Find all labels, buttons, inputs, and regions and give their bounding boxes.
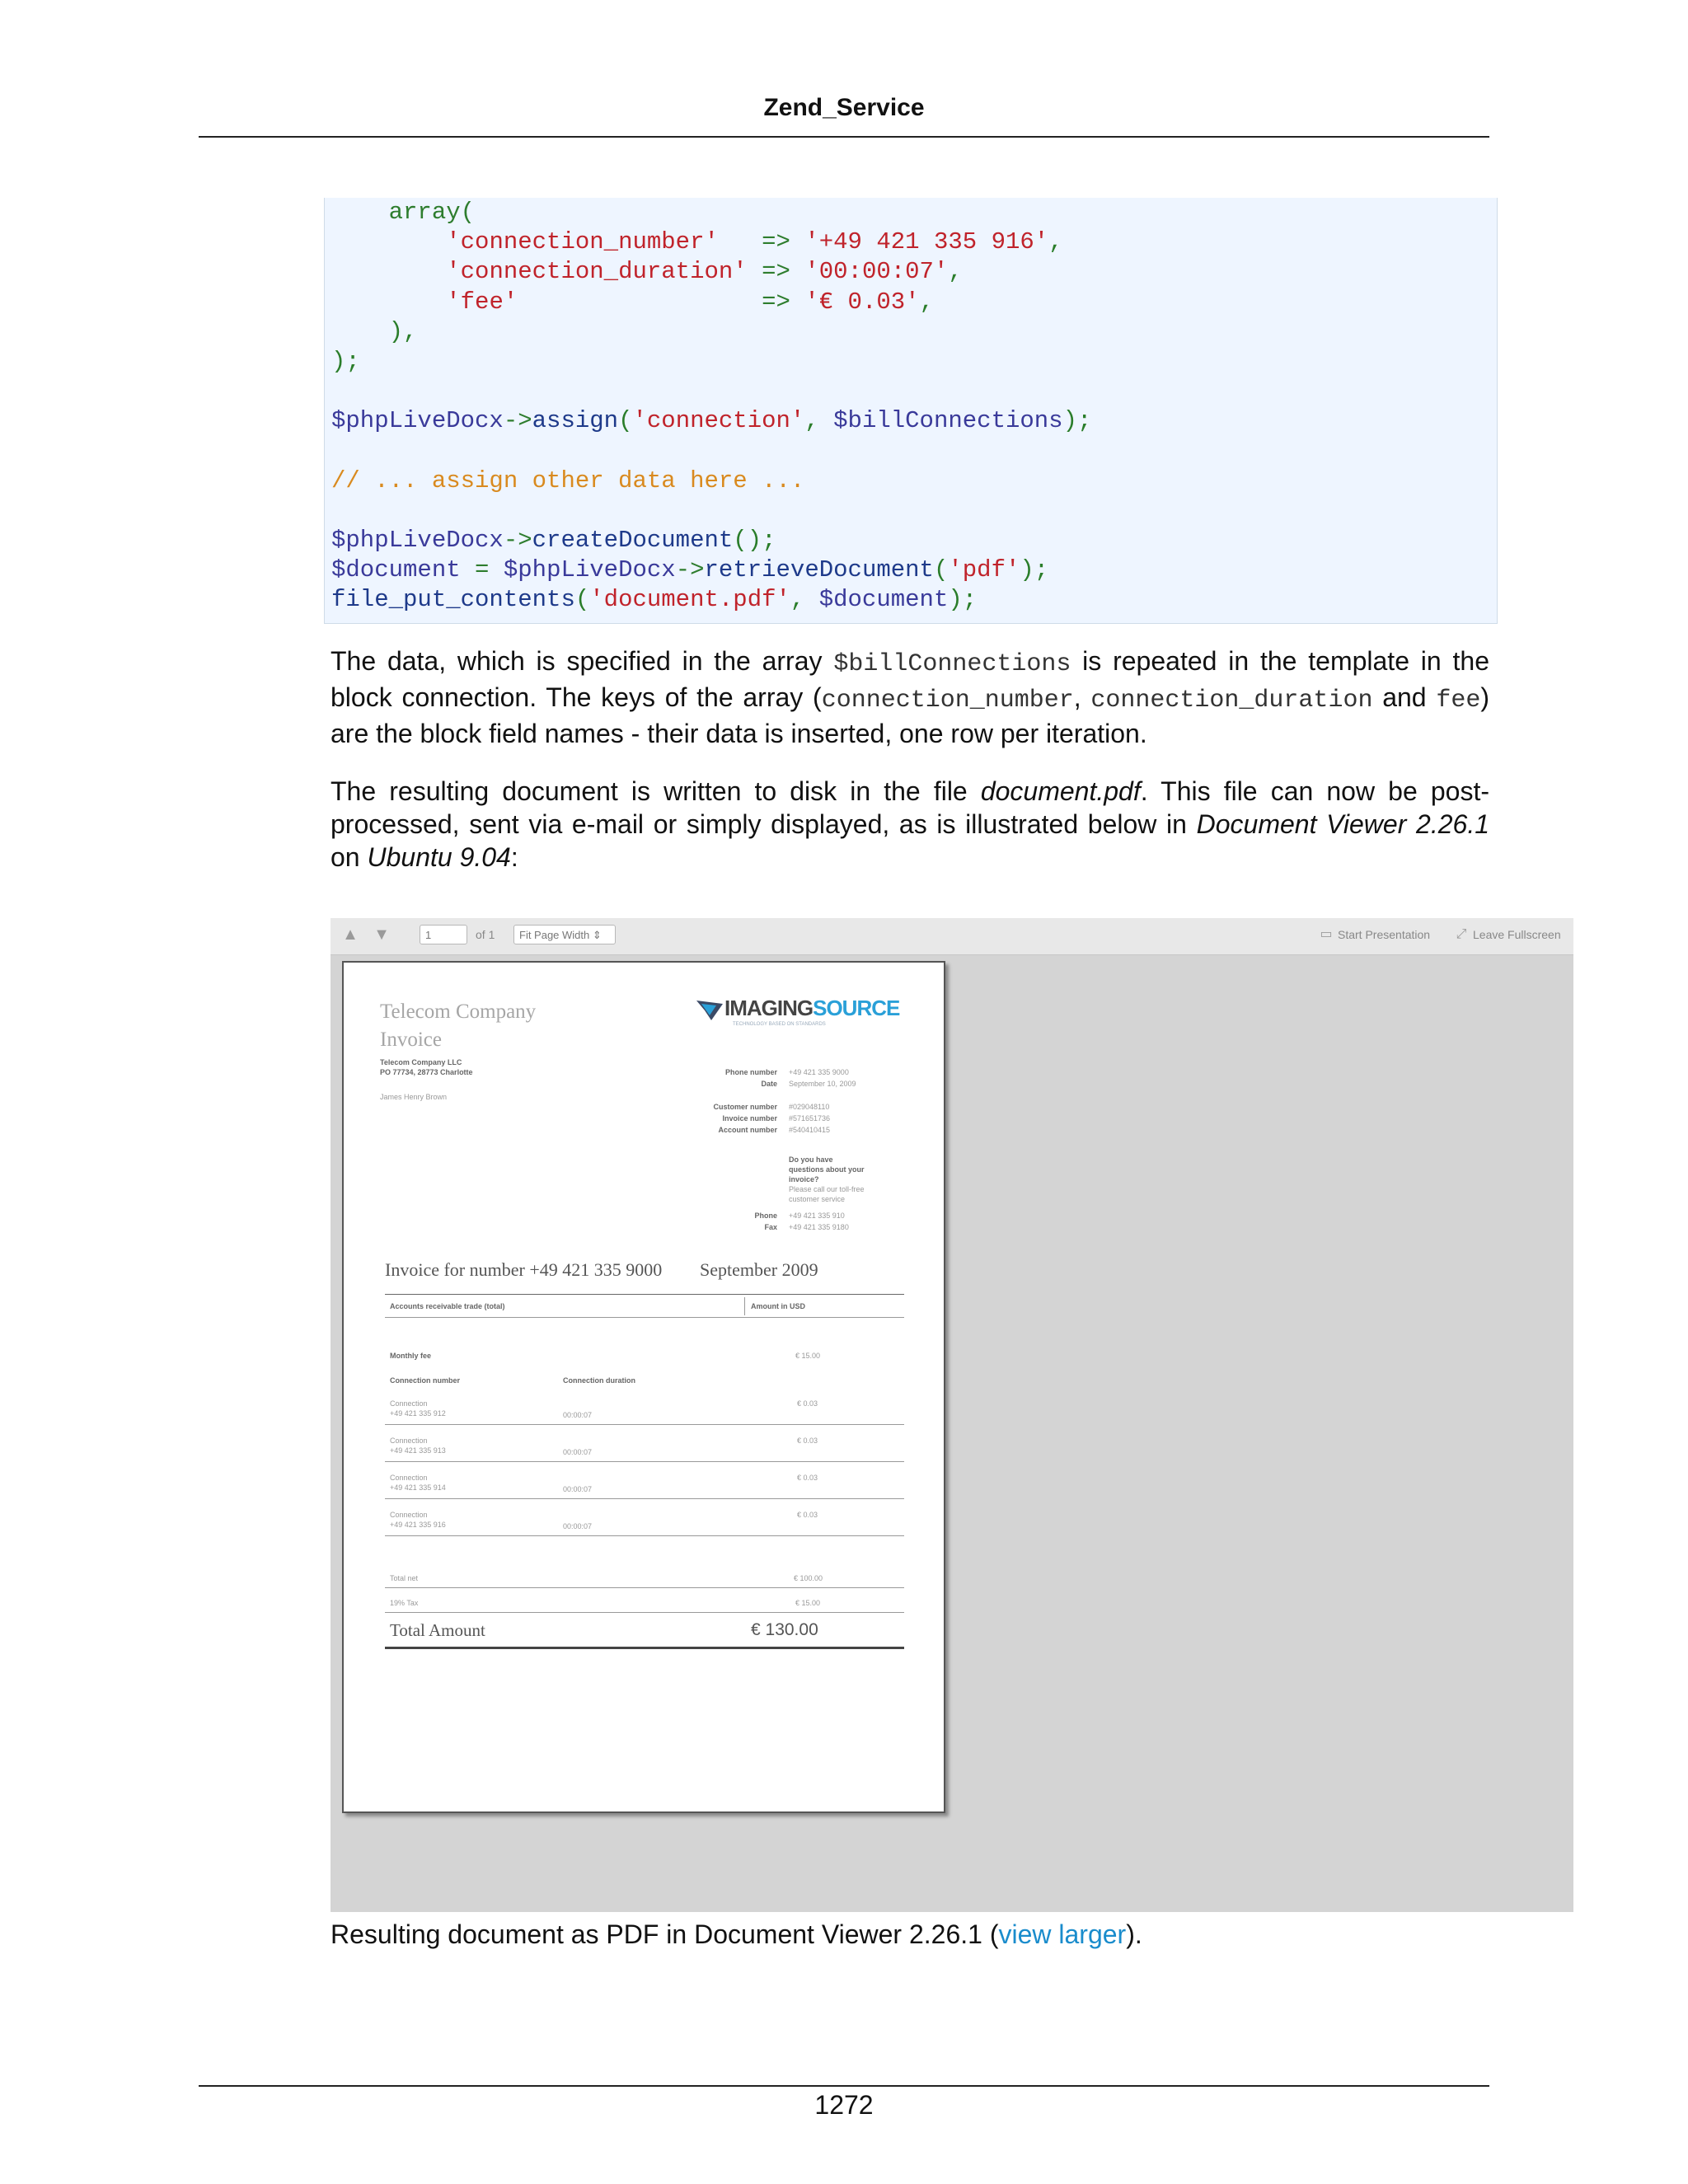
code-line — [331, 198, 1497, 227]
text: The data, which is specified in the array — [331, 646, 834, 676]
col-connection-duration: Connection duration — [563, 1376, 635, 1385]
text: is repeated in the template in the block connection. The keys of the array ( — [331, 646, 1490, 712]
code-token: => — [762, 288, 790, 316]
code-line — [331, 496, 1497, 526]
code-token: = — [460, 556, 504, 584]
code-token: // ... assign other data here ... — [331, 466, 805, 494]
code-token: array( — [388, 199, 476, 226]
text: on — [331, 842, 368, 872]
code-token: retrieveDocument — [704, 556, 934, 584]
row-rule — [385, 1461, 904, 1462]
company-name: Telecom Company — [380, 1001, 537, 1023]
caption-text: Resulting document as PDF in Document Viewer 2.26.1 ( — [331, 1919, 999, 1949]
code-block — [324, 198, 1498, 624]
connection-number: +49 421 335 916 — [390, 1521, 446, 1529]
table-header-rule — [385, 1317, 904, 1318]
inline-code: connection_number — [821, 687, 1074, 715]
code-token: ( — [933, 556, 949, 584]
code-token: , — [804, 407, 834, 435]
connection-fee: € 0.03 — [797, 1399, 818, 1408]
logo-tagline: TECHNOLOGY BASED ON STANDARDS — [733, 1022, 826, 1027]
connection-number: +49 421 335 913 — [390, 1446, 446, 1455]
inline-code: $billConnections — [833, 650, 1071, 678]
code-token: -> — [675, 556, 705, 584]
code-token: $billConnections — [833, 407, 1063, 435]
code-token: $document — [818, 586, 949, 614]
code-line — [331, 555, 1497, 585]
code-line — [331, 317, 1497, 347]
logo-part-a: IMAGING — [724, 996, 814, 1020]
info-value: #029048110 — [789, 1103, 830, 1111]
info-label: Date — [761, 1080, 777, 1088]
code-line — [331, 257, 1497, 287]
figure-caption — [331, 1918, 1489, 1951]
row-rule — [385, 1498, 904, 1499]
text: and — [1372, 682, 1437, 712]
info-label: Account number — [718, 1126, 777, 1134]
code-token: $phpLiveDocx — [331, 527, 504, 555]
code-token: 'connection_number' — [446, 228, 719, 256]
code-token: , — [790, 586, 819, 614]
col-connection-number: Connection number — [390, 1376, 460, 1385]
emphasis: document.pdf — [980, 776, 1141, 806]
info-value: September 10, 2009 — [789, 1080, 856, 1088]
contact-value: +49 421 335 910 — [789, 1212, 845, 1220]
arrow-down-icon[interactable]: ▼ — [373, 926, 390, 944]
header-rule — [199, 136, 1489, 138]
text: , — [1073, 682, 1091, 712]
table-col-divider — [744, 1297, 745, 1315]
code-token: ); — [331, 347, 360, 375]
info-label: Phone number — [724, 1068, 777, 1076]
connection-duration: 00:00:07 — [563, 1485, 593, 1493]
code-token: -> — [503, 527, 532, 555]
code-token: $phpLiveDocx — [503, 556, 676, 584]
table-header-left: Accounts receivable trade (total) — [390, 1302, 505, 1310]
presentation-icon[interactable]: ▭ — [1320, 927, 1333, 941]
code-token: , — [948, 258, 963, 286]
emphasis: Document Viewer 2.26.1 — [1196, 809, 1490, 839]
code-token: assign — [532, 407, 619, 435]
code-line — [331, 288, 1497, 317]
code-token: ( — [618, 407, 633, 435]
code-token: 'fee' — [446, 288, 518, 316]
connection-fee: € 0.03 — [797, 1474, 818, 1482]
imaging-source-logo-icon — [695, 997, 724, 1022]
code-token: 'pdf' — [948, 556, 1020, 584]
recipient: James Henry Brown — [380, 1093, 448, 1101]
sender-line-1: Telecom Company LLC — [380, 1058, 462, 1066]
contact-label: Phone — [754, 1212, 777, 1220]
code-token: -> — [503, 407, 532, 435]
connection-label: Connection — [390, 1511, 428, 1519]
code-token: file_put_contents — [331, 586, 575, 614]
invoice-for-number: Invoice for number +49 421 335 9000 — [385, 1259, 663, 1280]
fullscreen-icon[interactable]: ⤢ — [1456, 927, 1467, 941]
text: : — [510, 842, 518, 872]
chevron-updown-icon: ⇕ — [592, 929, 602, 941]
code-token: ), — [388, 317, 418, 345]
code-token: ( — [574, 586, 590, 614]
inline-code: fee — [1436, 687, 1481, 715]
caption-text: ). — [1126, 1919, 1142, 1949]
code-token — [331, 318, 389, 345]
logo-wordmark — [724, 996, 899, 1021]
inline-code: connection_duration — [1090, 687, 1373, 715]
code-token: ); — [1020, 556, 1049, 584]
code-token: 'connection' — [632, 407, 805, 435]
code-line — [331, 466, 1497, 496]
logo-part-b: SOURCE — [813, 996, 900, 1020]
code-token: '€ 0.03' — [804, 288, 920, 316]
text: The resulting document is written to disk in the file — [331, 776, 981, 806]
page-number: 1272 — [814, 2090, 874, 2120]
total-net-label: Total net — [390, 1574, 419, 1582]
total-rule — [385, 1647, 904, 1649]
questions-line: Please call our toll-free — [789, 1185, 865, 1193]
code-token: , — [919, 288, 934, 316]
row-rule — [385, 1424, 904, 1425]
zoom-value: Fit Page Width — [519, 929, 590, 941]
connection-duration: 00:00:07 — [563, 1448, 593, 1456]
code-token — [331, 288, 446, 316]
viewer-toolbar — [331, 918, 1573, 955]
code-line — [331, 227, 1497, 257]
code-line — [331, 406, 1497, 436]
connection-number: +49 421 335 914 — [390, 1483, 446, 1492]
info-label: Invoice number — [722, 1114, 777, 1122]
code-token: '00:00:07' — [804, 258, 949, 286]
zoom-select[interactable] — [513, 925, 616, 944]
questions-line: customer service — [789, 1195, 846, 1203]
code-token — [790, 258, 804, 285]
total-amount-label: Total Amount — [390, 1620, 485, 1640]
total-net-value: € 100.00 — [794, 1574, 823, 1582]
code-token — [331, 258, 446, 285]
table-header-right: Amount in USD — [751, 1302, 805, 1310]
text: . This file can now be post-processed, sent via e-mail or simply displayed, as is illustrated below in — [331, 776, 1490, 839]
connection-label: Connection — [390, 1436, 428, 1445]
sender-line-2: PO 77734, 28773 Charlotte — [380, 1068, 473, 1076]
code-token: => — [762, 258, 790, 286]
leave-fullscreen-button[interactable]: Leave Fullscreen — [1473, 928, 1561, 941]
contact-label: Fax — [764, 1223, 777, 1231]
footer-rule — [199, 2085, 1489, 2087]
code-line — [331, 526, 1497, 555]
table-top-rule — [385, 1294, 904, 1295]
info-label: Customer number — [713, 1103, 777, 1111]
document-viewer-screenshot — [331, 918, 1573, 1912]
connection-fee: € 0.03 — [797, 1511, 818, 1519]
code-line — [331, 377, 1497, 406]
code-token: => — [762, 228, 790, 256]
page-count-label: of 1 — [476, 928, 495, 941]
connection-label: Connection — [390, 1474, 428, 1482]
paragraph-resulting-document — [331, 775, 1489, 874]
contact-value: +49 421 335 9180 — [789, 1223, 849, 1231]
code-line — [331, 437, 1497, 466]
connection-label: Connection — [390, 1399, 428, 1408]
monthly-fee-value: € 15.00 — [795, 1352, 821, 1360]
code-token: '+49 421 335 916' — [804, 228, 1049, 256]
code-token — [331, 199, 389, 226]
view-larger-link[interactable]: view larger — [998, 1919, 1127, 1949]
code-line — [331, 585, 1497, 615]
info-value: +49 421 335 9000 — [789, 1068, 849, 1076]
code-token: createDocument — [532, 527, 734, 555]
arrow-up-icon[interactable]: ▲ — [342, 926, 359, 944]
code-token: 'connection_duration' — [446, 258, 748, 286]
start-presentation-button[interactable]: Start Presentation — [1338, 928, 1431, 941]
connection-fee: € 0.03 — [797, 1436, 818, 1445]
code-token — [331, 228, 446, 255]
tax-label: 19% Tax — [390, 1599, 419, 1607]
rule — [385, 1612, 904, 1613]
connection-number: +49 421 335 912 — [390, 1409, 446, 1418]
code-token: $document — [331, 556, 461, 584]
running-header-title: Zend_Service — [763, 94, 925, 121]
row-rule — [385, 1535, 904, 1536]
code-token — [790, 228, 804, 255]
invoice-page — [342, 961, 945, 1813]
code-token: (); — [733, 527, 776, 555]
code-token — [748, 258, 762, 285]
invoice-heading: Invoice — [380, 1029, 442, 1051]
monthly-fee-label: Monthly fee — [390, 1352, 432, 1360]
paragraph-bill-connections — [331, 644, 1489, 750]
tax-value: € 15.00 — [795, 1599, 821, 1607]
emphasis: Ubuntu 9.04 — [367, 842, 511, 872]
info-value: #571651736 — [789, 1114, 831, 1122]
code-token — [790, 288, 804, 316]
invoice-month: September 2009 — [700, 1259, 818, 1280]
questions-line: invoice? — [789, 1175, 819, 1183]
code-token — [719, 228, 762, 255]
code-token: 'document.pdf' — [589, 586, 790, 614]
code-token: $phpLiveDocx — [331, 407, 504, 435]
connection-duration: 00:00:07 — [563, 1522, 593, 1530]
questions-line: questions about your — [789, 1165, 865, 1174]
total-amount-value: € 130.00 — [751, 1620, 818, 1639]
questions-line: Do you have — [789, 1155, 833, 1164]
connection-duration: 00:00:07 — [563, 1411, 593, 1419]
text: ) are the block field names - their data is inserted, one row per iteration. — [331, 682, 1490, 748]
page-number-input[interactable]: 1 — [420, 925, 467, 944]
code-token: ); — [948, 586, 978, 614]
info-value: #540410415 — [789, 1126, 831, 1134]
code-token — [518, 288, 762, 316]
code-token: ); — [1062, 407, 1092, 435]
code-token: , — [1048, 228, 1063, 256]
code-line — [331, 347, 1497, 377]
rule — [385, 1587, 904, 1588]
